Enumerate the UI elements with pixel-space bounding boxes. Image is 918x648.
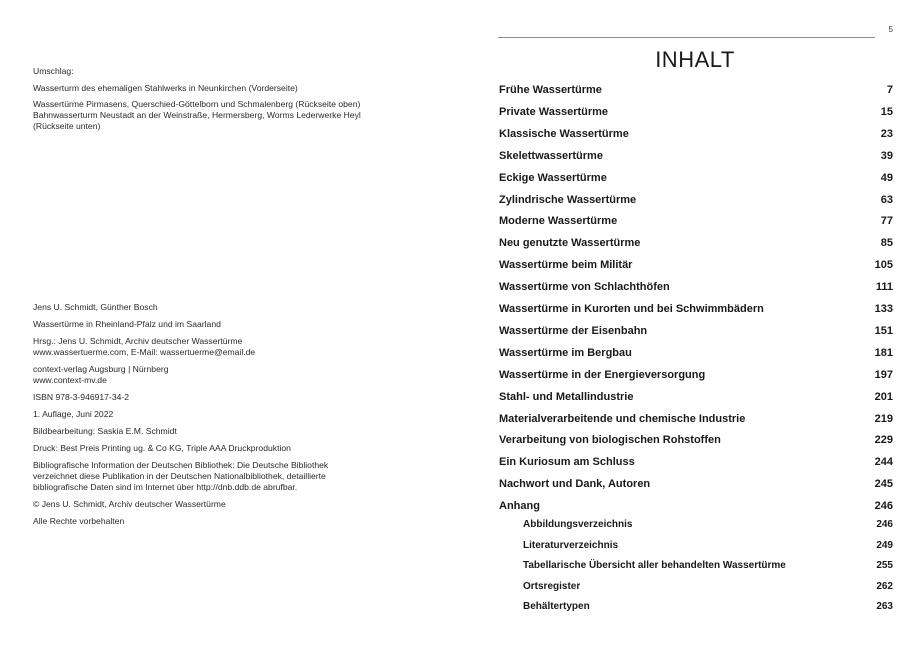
toc-entry-title: Wassertürme im Bergbau <box>499 346 632 359</box>
toc-entry-page: 197 <box>874 368 893 381</box>
toc-entry-page: 85 <box>880 237 893 250</box>
toc-subentry-page: 249 <box>876 539 893 551</box>
page-number: 5 <box>888 25 893 34</box>
toc-entry <box>499 347 893 359</box>
editor: Hrsg.: Jens U. Schmidt, Archiv deutscher Wassertürme <box>33 336 243 346</box>
toc-entry-page: 133 <box>874 303 893 315</box>
toc-subentry-page: 263 <box>876 601 893 613</box>
book-title: Wassertürme in Rheinland-Pfalz und im Saarland <box>33 319 221 329</box>
toc-entry-page: 77 <box>880 215 893 228</box>
publisher: context-verlag Augsburg | Nürnberg <box>33 364 169 374</box>
printing: Druck: Best Preis Printing ug. & Co KG, Triple AAA Druckproduktion <box>33 443 291 453</box>
cover-back-caption-2: Bahnwasserturm Neustadt an der Weinstraße, Hermersberg, Worms Lederwerke Heyl <box>33 110 361 120</box>
toc-subentry <box>523 540 893 551</box>
toc-entry-page: 63 <box>880 193 893 206</box>
toc-entry <box>499 172 893 184</box>
toc-subentry-title: Ortsregister <box>523 580 581 592</box>
page-title: INHALT <box>655 47 735 72</box>
toc-entry <box>499 500 893 512</box>
toc-entry <box>499 456 893 468</box>
toc-subentry-title: Tabellarische Übersicht aller behandelten Wassertürme <box>523 560 786 572</box>
toc-entry-page: 229 <box>874 434 893 447</box>
toc-entry-page: 105 <box>874 259 893 272</box>
toc-entry-title: Wassertürme beim Militär <box>499 259 633 272</box>
toc-entry-page: 15 <box>880 105 893 118</box>
isbn: ISBN 978-3-946917-34-2 <box>33 392 130 402</box>
toc-entry <box>499 128 893 140</box>
toc-entry <box>499 84 893 96</box>
toc-entry <box>499 150 893 162</box>
toc-subentry-title: Abbildungsverzeichnis <box>523 519 633 530</box>
website-email: www.wassertuerme.com, E-Mail: wassertuerme@email.de <box>33 347 256 357</box>
toc-entry <box>499 303 893 315</box>
cover-back-caption-3: (Rückseite unten) <box>33 121 101 131</box>
rights: Alle Rechte vorbehalten <box>33 516 125 526</box>
toc-entry-page: 39 <box>880 149 893 162</box>
toc-entry-title: Stahl- und Metallindustrie <box>499 390 634 403</box>
toc-entry-page: 246 <box>874 500 893 513</box>
toc-entry-page: 201 <box>874 390 893 403</box>
biblio-line-1: Bibliografische Information der Deutschen Bibliothek: Die Deutsche Bibliothek <box>33 460 329 470</box>
toc-entry <box>499 413 893 425</box>
toc-entry-title: Klassische Wassertürme <box>499 127 629 140</box>
toc-entry <box>499 259 893 271</box>
toc-subentry-page: 255 <box>876 560 893 572</box>
toc-entry-title: Anhang <box>499 500 540 513</box>
toc-entry-title: Skelettwassertürme <box>499 149 603 162</box>
toc-entry-title: Zylindrische Wassertürme <box>499 193 637 206</box>
contents-page <box>459 0 918 648</box>
toc-subentry-page: 246 <box>876 519 893 530</box>
toc-entry <box>499 194 893 206</box>
toc-entry-title: Eckige Wassertürme <box>499 171 607 184</box>
publisher-website: www.context-mv.de <box>33 375 107 385</box>
toc-entry-page: 7 <box>886 84 893 96</box>
toc-entry-page: 111 <box>875 281 893 294</box>
toc-entry-title: Private Wassertürme <box>499 105 609 118</box>
biblio-line-2: verzeichnet diese Publikation in der Deutschen Nationalbibliothek, detaillierte <box>33 471 326 481</box>
toc-subentry-title: Behältertypen <box>523 601 590 613</box>
toc-subentry <box>523 560 893 571</box>
toc-entry-title: Moderne Wassertürme <box>499 215 618 228</box>
copyright: © Jens U. Schmidt, Archiv deutscher Wassertürme <box>33 499 226 509</box>
toc-entry-title: Wassertürme in der Energieversorgung <box>499 368 706 381</box>
toc-entry-page: 151 <box>874 324 893 337</box>
biblio-line-3: bibliografische Daten sind im Internet über http://dnb.ddb.de abrufbar. <box>33 482 298 492</box>
toc-entry-page: 49 <box>880 171 893 184</box>
toc-entry <box>499 237 893 249</box>
toc-entry <box>499 106 893 118</box>
toc-entry-title: Materialverarbeitende und chemische Industrie <box>499 412 746 425</box>
cover-front-caption: Wasserturm des ehemaligen Stahlwerks in Neunkirchen (Vorderseite) <box>33 83 298 93</box>
toc-subentry <box>523 519 893 530</box>
cover-back-caption-1: Wassertürme Pirmasens, Querschied-Göttelborn und Schmalenberg (Rückseite oben) <box>33 99 361 109</box>
toc-entry-title: Wassertürme von Schlachthöfen <box>499 281 670 294</box>
toc-entry <box>499 215 893 227</box>
toc-entry-title: Nachwort und Dank, Autoren <box>499 478 651 491</box>
toc-entry-page: 181 <box>874 346 893 359</box>
toc-subentry-page: 262 <box>876 580 893 592</box>
toc-subentry-title: Literaturverzeichnis <box>523 539 619 551</box>
toc-entry <box>499 325 893 337</box>
toc-subentry <box>523 581 893 592</box>
toc-entry-page: 23 <box>880 127 893 140</box>
toc-entry-page: 244 <box>874 456 893 469</box>
cover-heading: Umschlag: <box>33 66 74 76</box>
toc-entry-title: Neu genutzte Wassertürme <box>499 237 641 250</box>
authors: Jens U. Schmidt, Günther Bosch <box>33 302 158 312</box>
toc-entry-title: Ein Kuriosum am Schluss <box>499 456 635 469</box>
toc-entry-title: Wassertürme in Kurorten und bei Schwimmbädern <box>499 303 764 315</box>
toc-entry-title: Wassertürme der Eisenbahn <box>499 324 648 337</box>
edition: 1. Auflage, Juni 2022 <box>33 409 114 419</box>
toc-entry-title: Frühe Wassertürme <box>499 84 602 96</box>
header-rule <box>498 37 875 38</box>
image-editing: Bildbearbeitung: Saskia E.M. Schmidt <box>33 426 177 436</box>
toc-entry <box>499 281 893 293</box>
toc-entry-page: 245 <box>874 478 893 491</box>
toc-entry <box>499 478 893 490</box>
toc-entry-page: 219 <box>874 412 893 425</box>
toc-entry <box>499 434 893 446</box>
toc-subentry <box>523 601 893 612</box>
toc-entry-title: Verarbeitung von biologischen Rohstoffen <box>499 434 721 447</box>
toc-entry <box>499 391 893 403</box>
toc-entry <box>499 369 893 381</box>
